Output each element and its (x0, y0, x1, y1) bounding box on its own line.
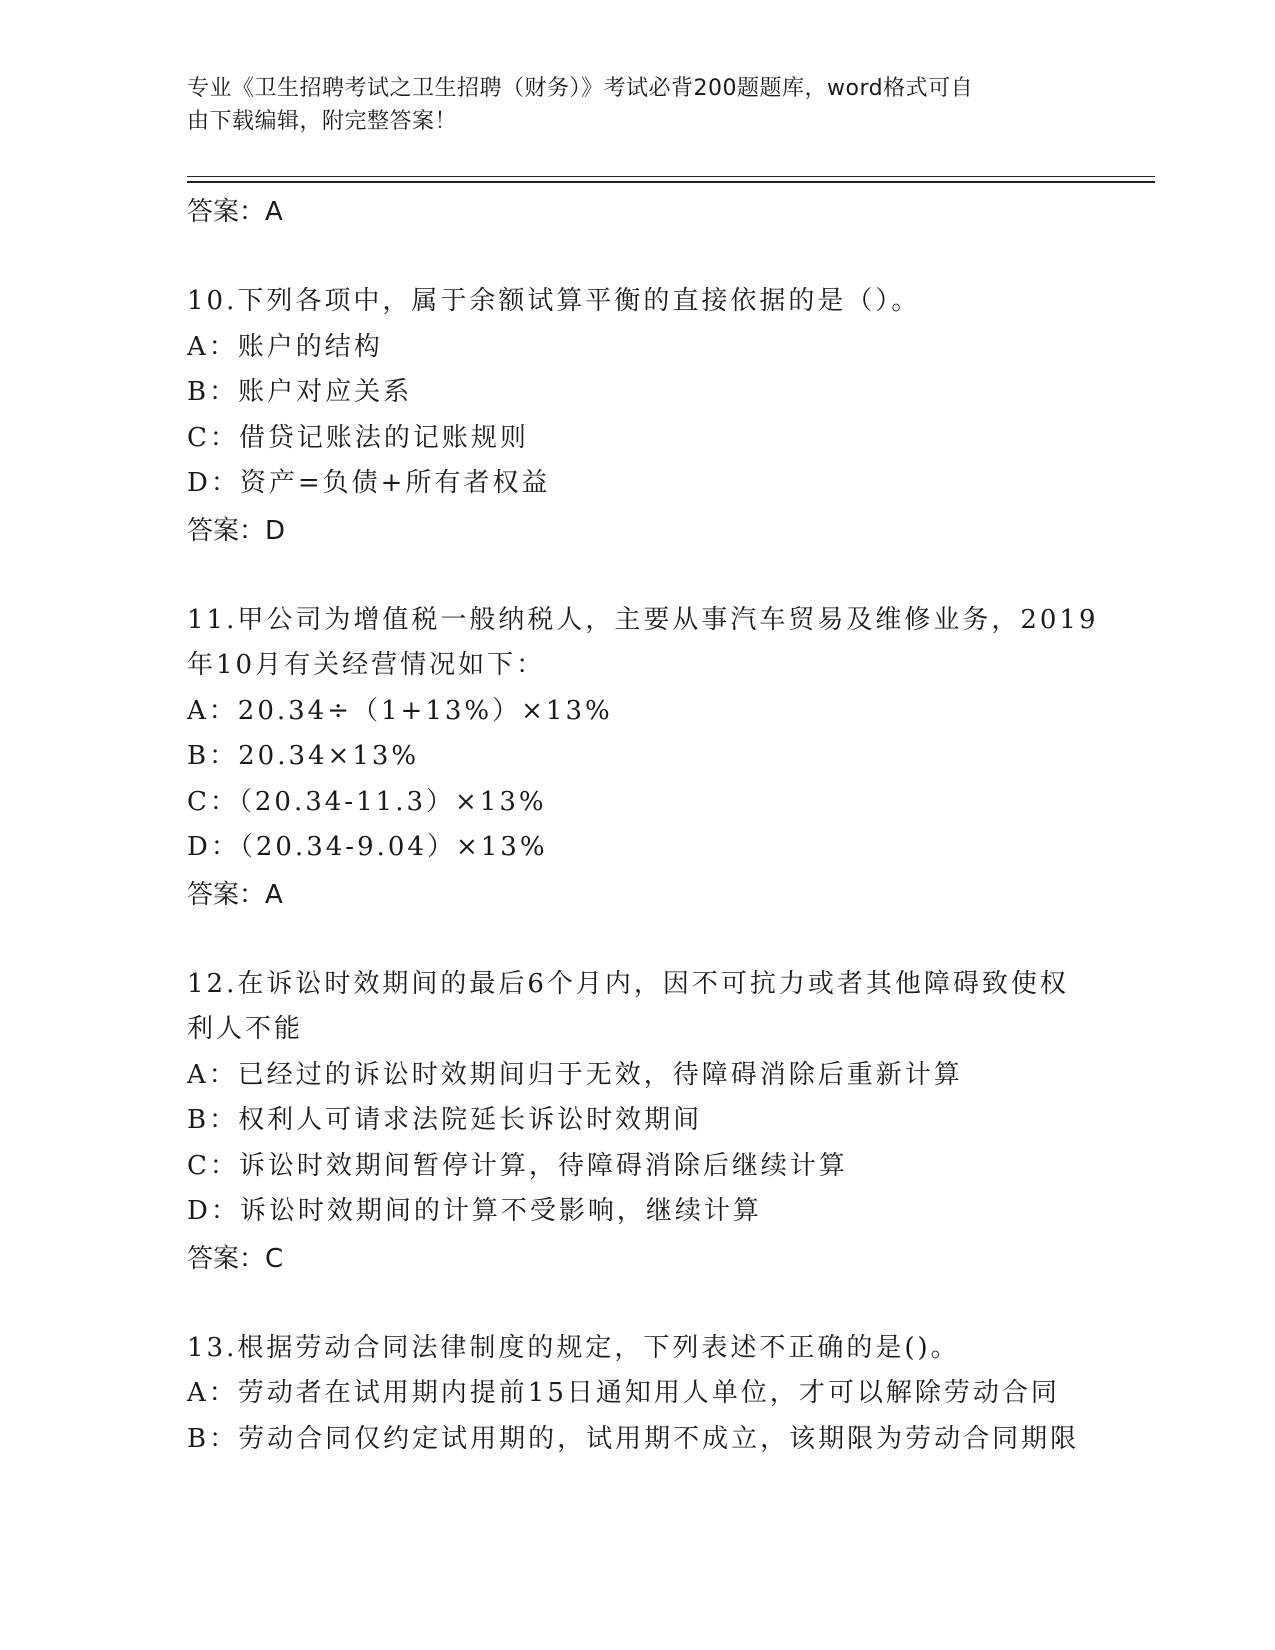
option-d: D：资产=负债+所有者权益 (187, 468, 551, 498)
question-block (187, 279, 1087, 555)
option-b: B：20.34×13% (187, 741, 420, 771)
option-c: C：借贷记账法的记账规则 (187, 422, 529, 453)
question-stem: 11.甲公司为增值税一般纳税人，主要从事汽车贸易及维修业务，2019 (187, 604, 1099, 635)
option-d: D：（20.34-9.04）×13% (187, 832, 548, 862)
answer-line: 答案：A (187, 879, 283, 910)
question-stem-continued: 年10月有关经营情况如下： (187, 650, 546, 680)
header-divider-thin (187, 176, 1155, 177)
option-b: B：劳动合同仅约定试用期的，试用期不成立，该期限为劳动合同期限 (187, 1423, 1080, 1454)
header-line-1: 专业《卫生招聘考试之卫生招聘（财务）》考试必背200题题库，word格式可自 (187, 76, 974, 101)
option-d: D：诉讼时效期间的计算不受影响，继续计算 (187, 1196, 762, 1226)
question-block (187, 598, 1099, 919)
question-stem: 13.根据劳动合同法律制度的规定，下列表述不正确的是()。 (187, 1332, 960, 1363)
answer-line: 答案：D (187, 515, 286, 546)
option-a: A：账户的结构 (187, 331, 383, 362)
option-b: B：权利人可请求法院延长诉讼时效期间 (187, 1105, 703, 1135)
question-stem: 12.在诉讼时效期间的最后6个月内，因不可抗力或者其他障碍致使权 (187, 968, 1069, 999)
option-a: A：20.34÷（1+13%）×13% (187, 695, 613, 726)
question-stem: 10.下列各项中，属于余额试算平衡的直接依据的是（）。 (187, 286, 921, 316)
question-stem-continued: 利人不能 (187, 1014, 304, 1044)
question-block (187, 1326, 1087, 1463)
document-header (187, 72, 1087, 138)
answer-line: 答案：A (187, 197, 283, 227)
option-a: A：劳动者在试用期内提前15日通知用人单位，才可以解除劳动合同 (187, 1378, 1060, 1408)
answer-line: 答案：C (187, 1243, 284, 1274)
option-c: C：诉讼时效期间暂停计算，待障碍消除后继续计算 (187, 1150, 848, 1181)
option-c: C：（20.34-11.3）×13% (187, 786, 547, 817)
header-divider-thick (187, 181, 1155, 183)
header-line-2: 由下载编辑，附完整答案！ (187, 109, 458, 134)
question-block (187, 962, 1087, 1283)
option-a: A：已经过的诉讼时效期间归于无效，待障碍消除后重新计算 (187, 1059, 963, 1090)
document-body (187, 188, 1099, 1462)
option-b: B：账户对应关系 (187, 377, 413, 407)
